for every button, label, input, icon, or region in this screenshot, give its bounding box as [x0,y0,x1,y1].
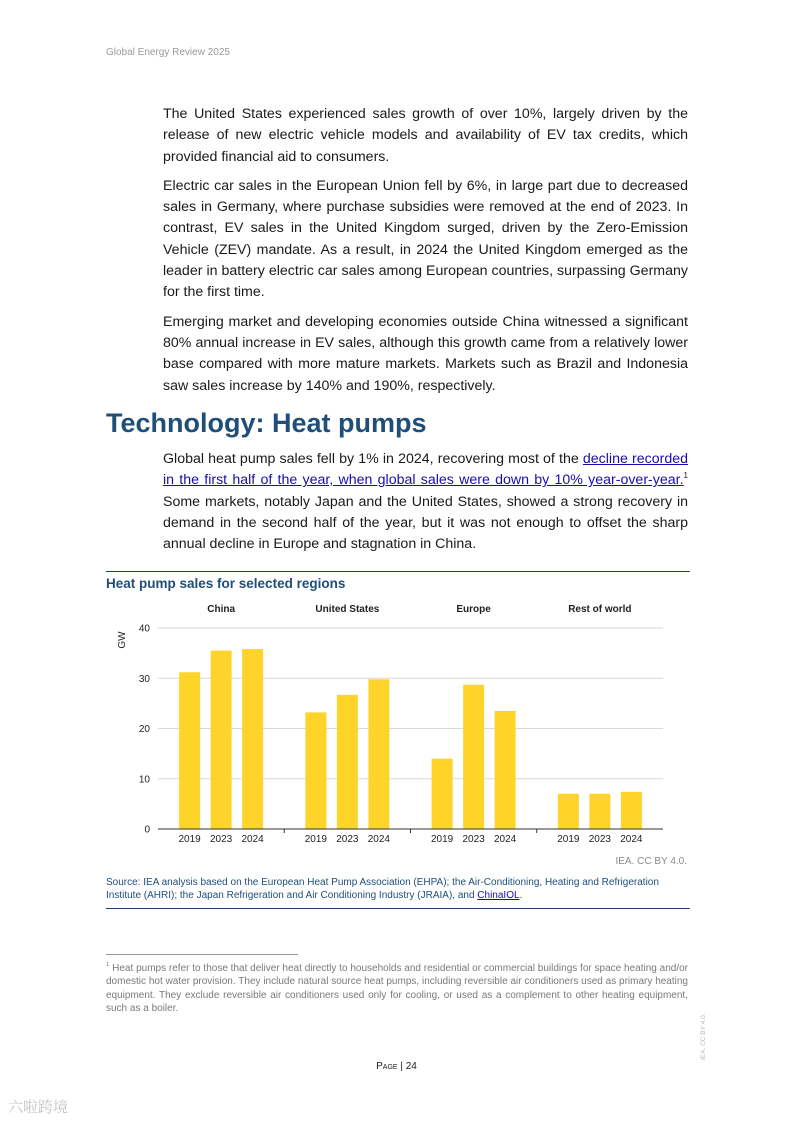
footnote-ref-1[interactable]: 1 [683,470,688,480]
bar-1-2 [368,679,389,829]
x-tick-label-0-0: 2019 [178,834,201,845]
bar-1-1 [337,695,358,829]
group-label-0: China [207,604,236,615]
bar-3-0 [558,794,579,829]
y-tick-label-0: 0 [144,824,150,836]
bar-2-1 [463,685,484,829]
bar-0-2 [242,649,263,829]
x-tick-label-2-1: 2023 [462,834,485,845]
x-tick-label-2-2: 2024 [494,834,517,845]
footnote-1 [106,962,688,1016]
chinaiol-link[interactable]: ChinaIOL [477,889,520,901]
footnote-text: Heat pumps refer to those that deliver heat directly to households and residential or commercial buildings for space heating and/or domestic hot water provision. They include natural source heat pumps, including reversible air conditioners used as primary heating equipment. They exclude reversible air conditioners used only for cooling, or used as a complement to other heating equipment, such as a boiler. [106,963,688,1015]
footnote-mark: 1 [106,961,110,968]
bar-0-1 [211,651,232,829]
page-number [0,1061,793,1072]
x-tick-label-0-1: 2023 [210,834,233,845]
footnote-rule [106,954,298,955]
bar-3-1 [589,794,610,829]
y-tick-label-30: 30 [138,673,150,685]
bar-2-0 [432,759,453,829]
x-tick-label-3-1: 2023 [588,834,611,845]
body-paragraphs [163,104,688,405]
y-tick-label-10: 10 [138,774,150,786]
x-tick-label-3-2: 2024 [620,834,643,845]
running-header: Global Energy Review 2025 [106,47,230,58]
x-tick-label-1-1: 2023 [336,834,359,845]
y-axis-label: GW [117,631,128,649]
group-label-1: United States [315,604,380,615]
chart-bars [179,649,642,829]
y-tick-label-40: 40 [138,623,150,635]
bar-2-2 [495,711,516,829]
paragraph-eu-ev-sales: Electric car sales in the European Union fell by 6%, in large part due to decreased sales in Germany, where purchase subsidies were removed at the end of 2023. In contrast, EV sales in the United Kingdom surged, driven by the Zero-Emission Vehicle (ZEV) mandate. As a result, in 2024 the United Kingdom emerged as the leader in battery electric car sales among European countries, surpassing Germany for the first time. [163,177,688,301]
bar-3-2 [621,792,642,829]
watermark: 六啦跨境 [8,1099,69,1116]
chart-gridlines [158,628,663,779]
chart-title: Heat pump sales for selected regions [106,576,346,591]
heat-pump-intro-text: Global heat pump sales fell by 1% in 2024, recovering most of the [163,451,583,467]
page-separator: | [397,1061,406,1072]
heat-pump-rest-text: Some markets, notably Japan and the United States, showed a strong recovery in demand in the second half of the year, but it was not enough to offset the sharp annual decline in Europe and stagnation in China. [163,493,688,553]
bar-0-0 [179,672,200,829]
chart-source-text: Source: IEA analysis based on the European Heat Pump Association (EHPA); the Air-Conditioning, Heating and Refrigeration Institute (AHRI); the Japan Refrigeration and Air Conditioning Industry (JRAIA), and [106,877,659,901]
paragraph-us-ev-sales: The United States experienced sales growth of over 10%, largely driven by the release of new electric vehicle models and availability of EV tax credits, which provided financial aid to consumers. [163,106,688,165]
side-license: IEA. CC BY 4.0. [700,1013,707,1060]
y-tick-label-20: 20 [138,724,150,735]
page-label: Page [376,1061,398,1072]
chart-bottom-rule [106,908,690,909]
x-tick-label-2-0: 2019 [431,834,454,845]
section-title: Technology: Heat pumps [106,408,427,438]
paragraph-emde-ev-sales: Emerging market and developing economies outside China witnessed a significant 80% annual increase in EV sales, although this growth came from a relatively lower base compared with more mature markets. Markets such as Brazil and Indonesia saw sales increase by 140% and 190%, respectively. [163,313,688,394]
group-label-2: Europe [456,604,491,615]
page-number-value: 24 [405,1061,417,1072]
heat-pump-intro [163,449,688,563]
decline-link[interactable]: decline recorded in the first half of the year, when global sales were down by 10% year-over-year. [163,451,688,489]
chart-axis [158,829,663,833]
chart-top-rule [106,571,690,572]
paragraph-heat-pumps [163,449,688,555]
chart-source-end: . [519,889,523,901]
x-tick-label-1-2: 2024 [367,834,390,845]
x-tick-label-1-0: 2019 [304,834,327,845]
heat-pump-chart [106,596,690,852]
chart-credit: IEA. CC BY 4.0. [615,856,687,867]
bar-1-0 [305,712,326,829]
chart-source [106,877,666,902]
x-tick-label-0-2: 2024 [241,834,264,845]
group-label-3: Rest of world [568,604,632,615]
x-tick-label-3-0: 2019 [557,834,580,845]
